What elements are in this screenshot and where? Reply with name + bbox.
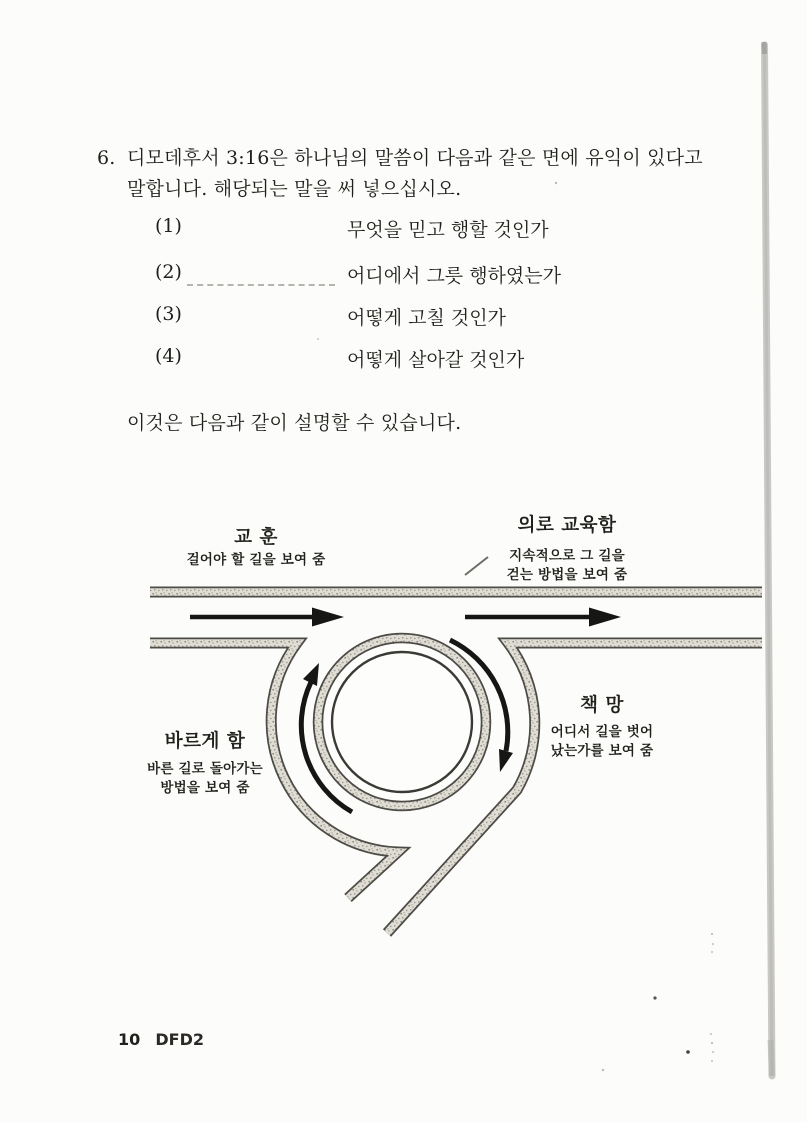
- item-text: 어떻게 고칠 것인가: [347, 307, 506, 329]
- label-correction-desc2: 방법을 보여 줌: [160, 779, 250, 796]
- label-rebuke: [492, 694, 712, 760]
- question-intro-line1: [97, 146, 703, 170]
- item-text: 무엇을 믿고 행할 것인가: [347, 219, 549, 241]
- label-rebuke-title: 책 망: [580, 695, 624, 716]
- left-straight-arrow: [190, 608, 344, 627]
- question-number: 6.: [97, 147, 116, 169]
- label-training: [457, 514, 677, 584]
- answer-blank-dashed-line: [187, 277, 335, 286]
- label-rebuke-desc1: 어디서 길을 벗어: [550, 724, 654, 740]
- closing-sentence: 이것은 다음과 같이 설명할 수 있습니다.: [127, 412, 462, 434]
- item-text: 어디에서 그릇 행하였는가: [347, 265, 561, 287]
- label-training-desc1: 지속적으로 그 길을: [509, 548, 625, 564]
- page-edge-shadow: [764, 42, 772, 1076]
- label-rebuke-desc2: 났는가를 보여 줌: [550, 742, 654, 759]
- answer-item-4: [0, 345, 807, 371]
- loop-right-edge: [387, 643, 762, 933]
- label-training-desc2: 걷는 방법을 보여 줌: [506, 566, 628, 583]
- label-training-title: 의로 교육함: [517, 515, 617, 536]
- document-code: DFD2: [155, 1030, 204, 1049]
- label-teaching: [146, 526, 366, 570]
- page-footer: [118, 1030, 204, 1049]
- item-number: (4): [155, 345, 182, 367]
- answer-item-3: [0, 303, 807, 329]
- label-teaching-desc1: 걸어야 할 길을 보여 줌: [186, 552, 326, 568]
- label-correction-title: 바르게 함: [164, 731, 246, 752]
- item-number: (1): [155, 215, 182, 237]
- roundabout-island: [318, 638, 486, 806]
- label-teaching-title: 교 훈: [234, 527, 278, 548]
- label-correction-desc1: 바른 길로 돌아가는: [147, 761, 263, 777]
- item-number: (2): [155, 261, 182, 283]
- right-straight-arrow: [465, 608, 621, 627]
- item-text: 어떻게 살아갈 것인가: [347, 349, 525, 371]
- question-intro-text1: 디모데후서 3:16은 하나님의 말씀이 다음과 같은 면에 유익이 있다고: [127, 147, 703, 169]
- label-correction: [95, 730, 315, 797]
- item-number: (3): [155, 303, 182, 325]
- question-intro-line2: 말합니다. 해당되는 말을 써 넣으십시오.: [127, 178, 462, 200]
- answer-item-1: [0, 215, 807, 241]
- answer-item-2: [0, 261, 807, 287]
- page-number: 10: [118, 1030, 141, 1049]
